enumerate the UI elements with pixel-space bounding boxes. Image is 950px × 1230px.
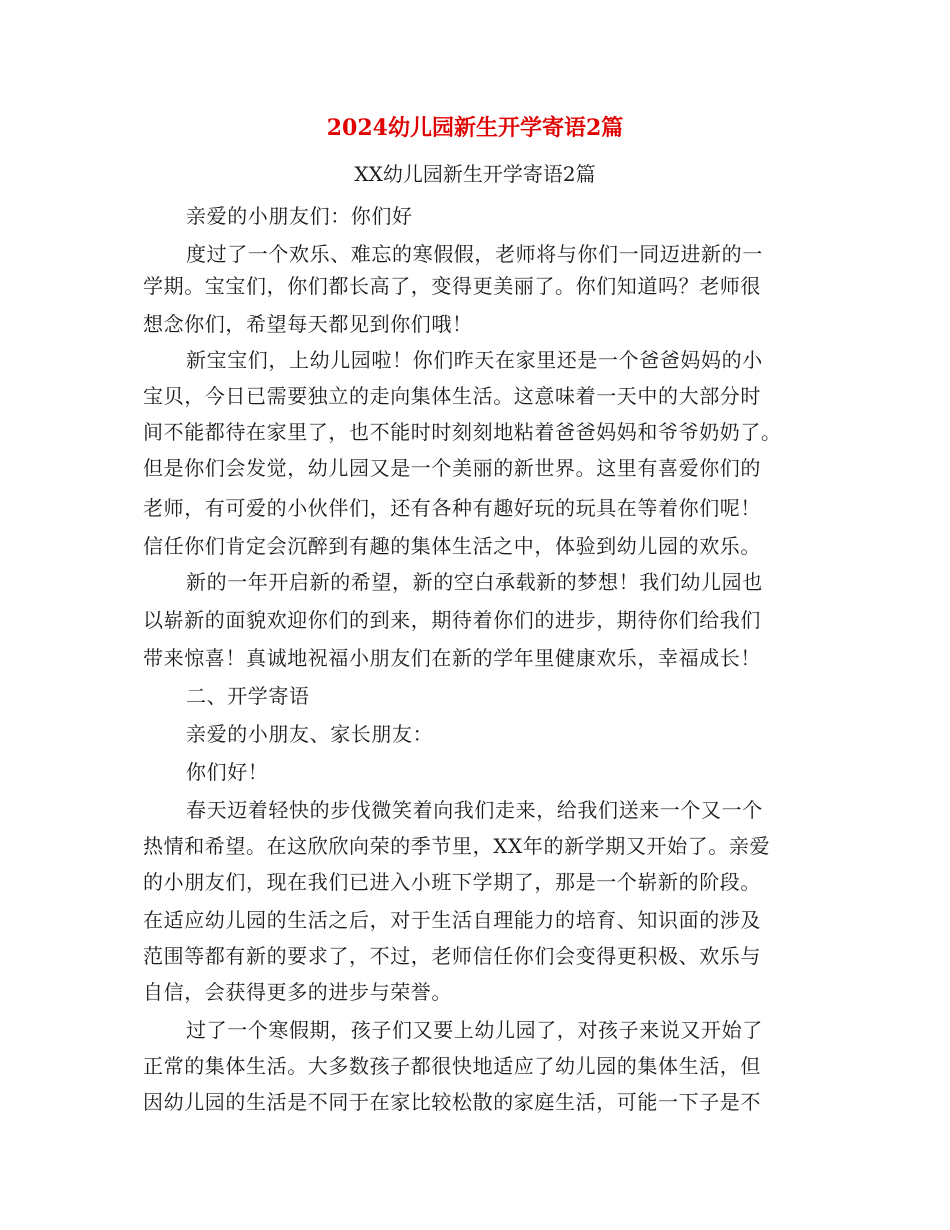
paragraph-line: 的小朋友们，现在我们已进入小班下学期了，那是一个崭新的阶段。	[143, 870, 761, 894]
paragraph-line: 宝贝，今日已需要独立的走向集体生活。这意味着一天中的大部分时	[143, 384, 761, 408]
document-subtitle: XX幼儿园新生开学寄语2篇	[354, 162, 596, 186]
paragraph-line: 度过了一个欢乐、难忘的寒假假，老师将与你们一同迈进新的一	[186, 242, 763, 266]
paragraph-line: 新的一年开启新的希望，新的空白承载新的梦想！我们幼儿园也	[186, 570, 763, 594]
paragraph-line: 过了一个寒假期，孩子们又要上幼儿园了，对孩子来说又开始了	[186, 1018, 763, 1042]
paragraph-line: 带来惊喜！真诚地祝福小朋友们在新的学年里健康欢乐，幸福成长！	[143, 646, 761, 670]
paragraph-line: 学期。宝宝们，你们都长高了，变得更美丽了。你们知道吗？老师很	[143, 274, 761, 298]
paragraph-line: 信任你们肯定会沉醉到有趣的集体生活之中，体验到幼儿园的欢乐。	[143, 534, 761, 558]
paragraph-line: 正常的集体生活。大多数孩子都很快地适应了幼儿园的集体生活，但	[143, 1054, 761, 1078]
greeting-line: 你们好！	[186, 760, 269, 784]
document-title: 2024幼儿园新生开学寄语2篇	[326, 115, 624, 141]
paragraph-line: 但是你们会发觉，幼儿园又是一个美丽的新世界。这里有喜爱你们的	[143, 456, 761, 480]
paragraph-line: 热情和希望。在这欣欣向荣的季节里，XX年的新学期又开始了。亲爱	[143, 834, 771, 858]
paragraph-line: 间不能都待在家里了，也不能时时刻刻地粘着爸爸妈妈和爷爷奶奶了。	[143, 420, 782, 444]
paragraph-line: 因幼儿园的生活是不同于在家比较松散的家庭生活，可能一下子是不	[143, 1090, 761, 1114]
section-heading: 二、开学寄语	[186, 684, 310, 708]
paragraph-line: 以崭新的面貌欢迎你们的到来，期待着你们的进步，期待你们给我们	[143, 608, 761, 632]
paragraph-line: 范围等都有新的要求了，不过，老师信任你们会变得更积极、欢乐与	[143, 944, 761, 968]
paragraph-line: 想念你们，希望每天都见到你们哦！	[143, 312, 473, 336]
paragraph-line: 在适应幼儿园的生活之后，对于生活自理能力的培育、知识面的涉及	[143, 908, 761, 932]
greeting-line: 亲爱的小朋友、家长朋友：	[186, 722, 434, 746]
paragraph-line: 新宝宝们，上幼儿园啦！你们昨天在家里还是一个爸爸妈妈的小	[186, 348, 763, 372]
paragraph-line: 春天迈着轻快的步伐微笑着向我们走来，给我们送来一个又一个	[186, 798, 763, 822]
paragraph-line: 老师，有可爱的小伙伴们，还有各种有趣好玩的玩具在等着你们呢！	[143, 496, 761, 520]
greeting-line: 亲爱的小朋友们：你们好	[186, 204, 413, 228]
paragraph-line: 自信，会获得更多的进步与荣誉。	[143, 980, 452, 1004]
